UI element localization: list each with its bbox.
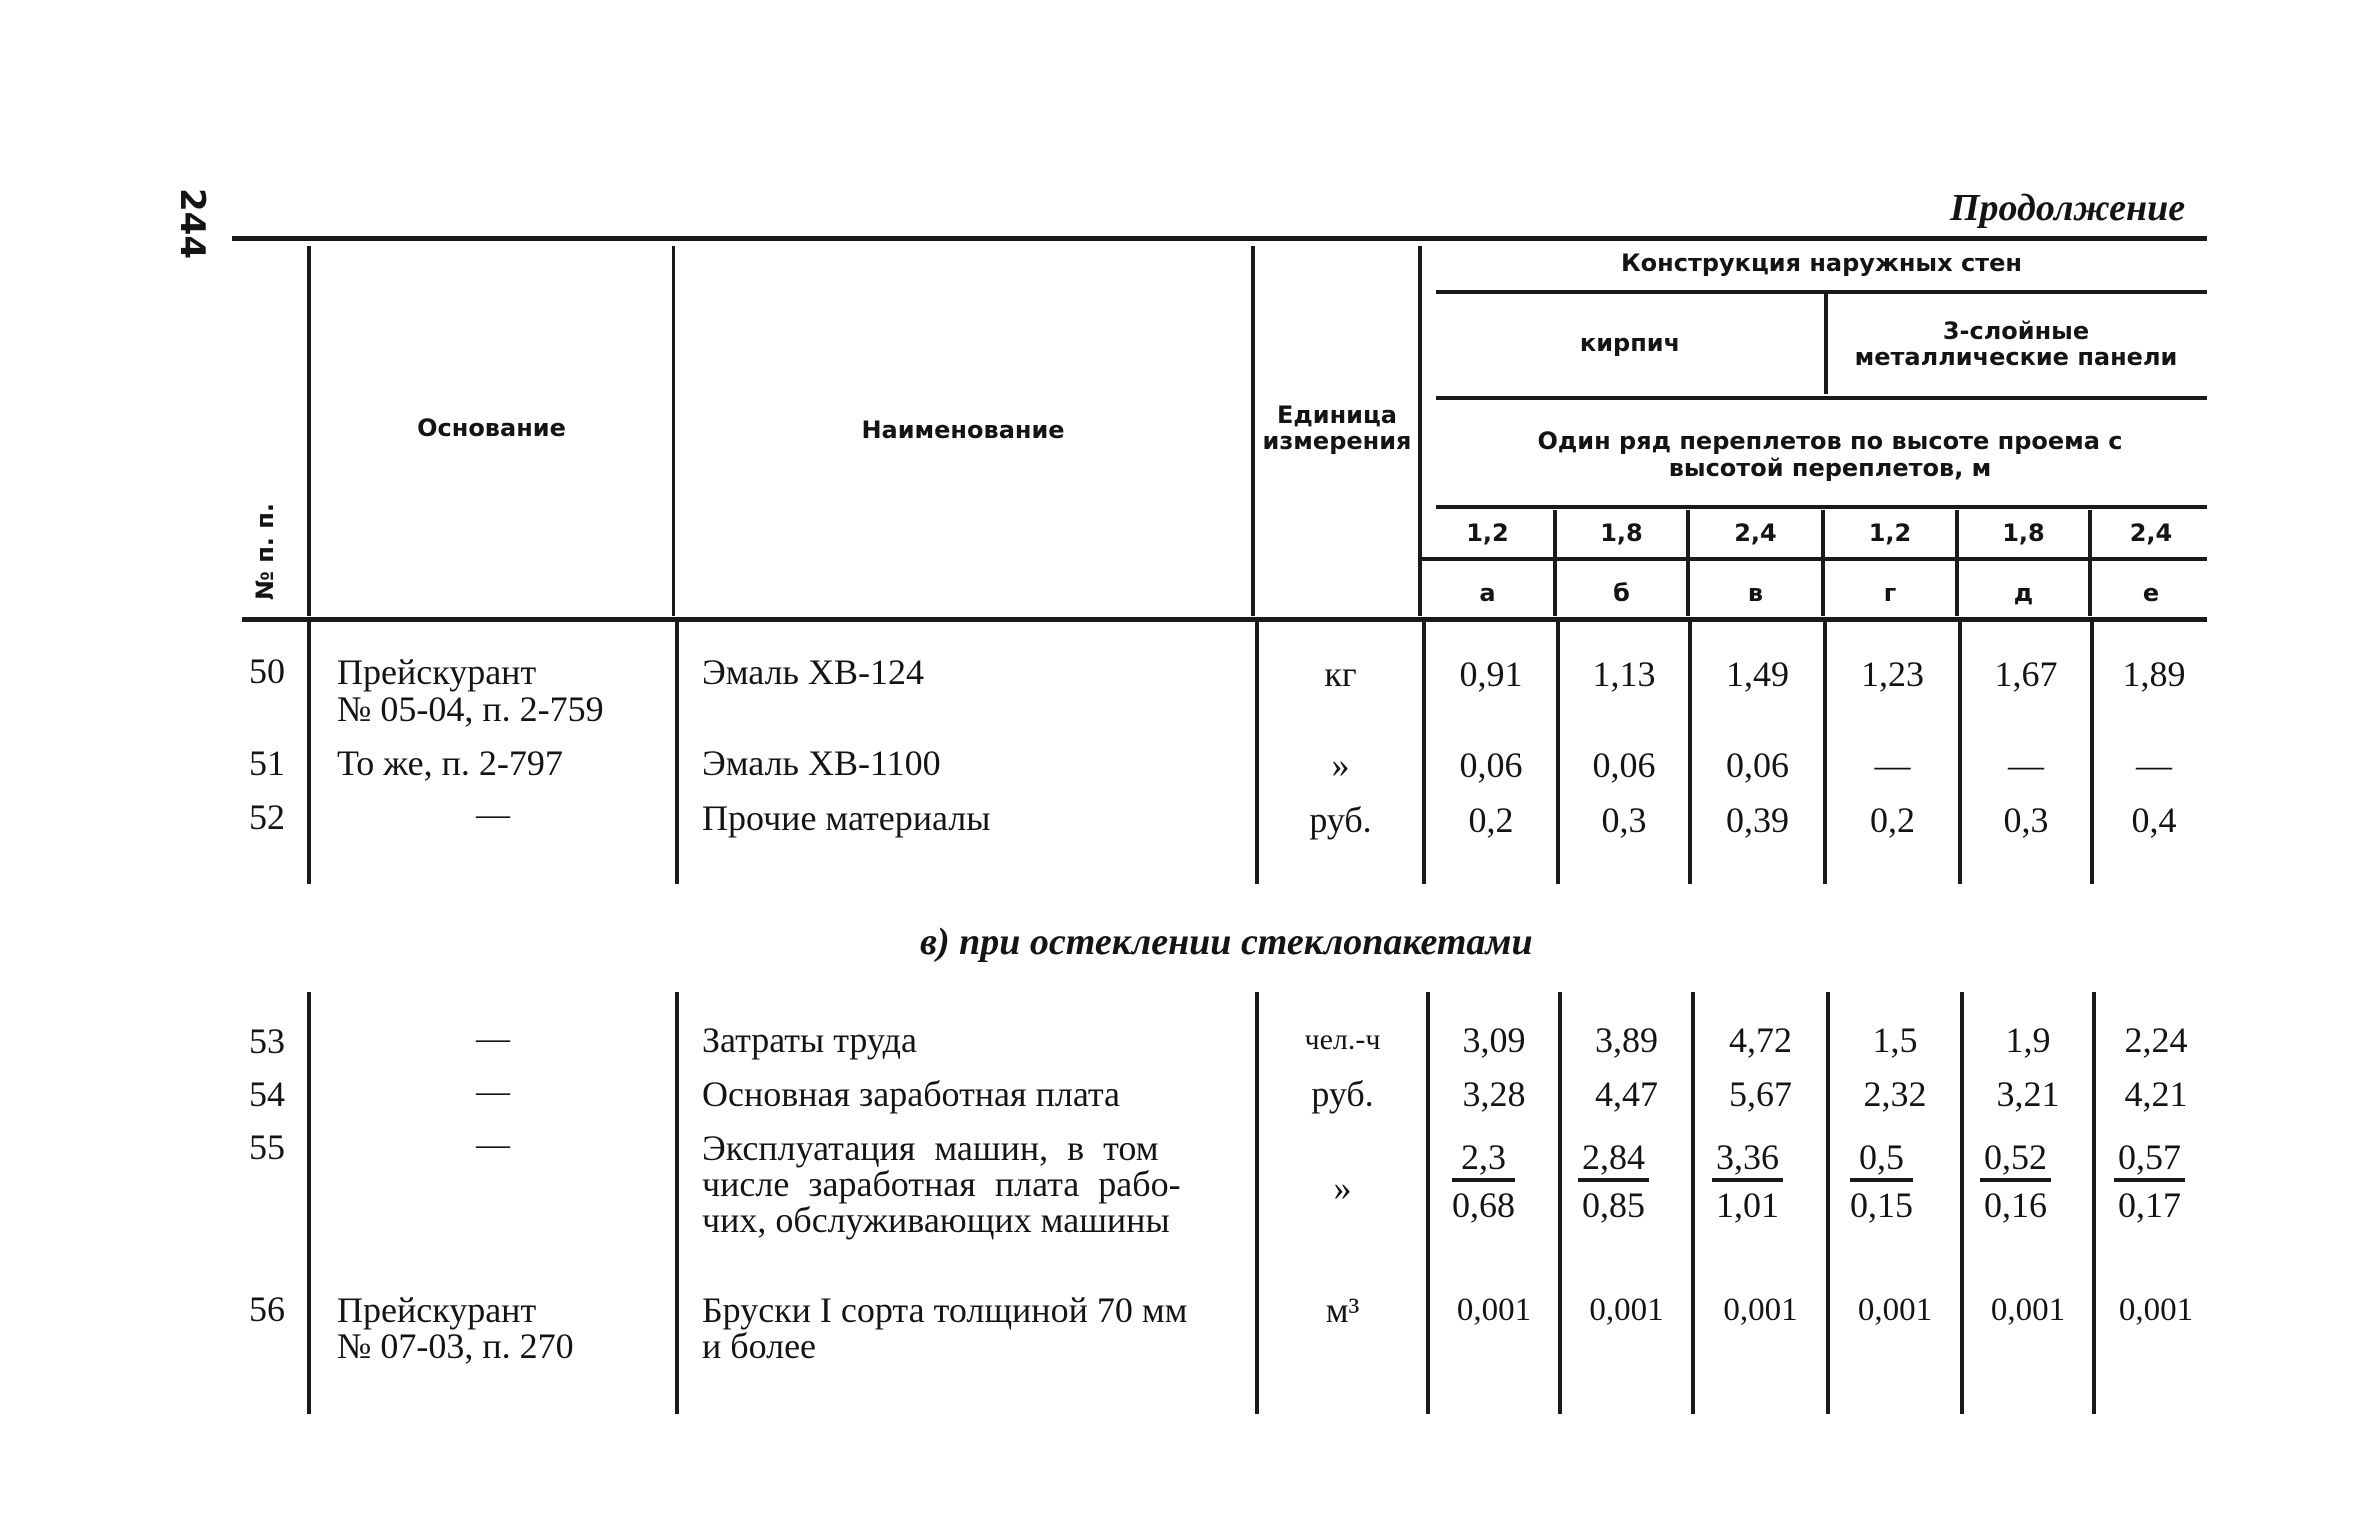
row-53-val-f: 2,24 <box>2124 1020 2188 1060</box>
letter-f: е <box>2142 579 2160 607</box>
row-55-basis: — <box>476 1126 510 1163</box>
row-55-frac-d <box>1850 1136 1913 1228</box>
row-55-frac-d-top: 0,5 <box>1850 1136 1913 1182</box>
letter-c: в <box>1747 579 1764 607</box>
top-rule <box>232 236 2207 241</box>
letter-d: г <box>1883 579 1897 607</box>
header-metal-panels: 3-слойные металлические панели <box>1854 317 2178 371</box>
row-55-name-line2: числе заработная плата рабо- <box>702 1164 1181 1204</box>
row-55-name-line1: Эксплуатация машин, в том <box>702 1128 1159 1168</box>
row-54-no: 54 <box>249 1074 285 1114</box>
row-50-basis-line2: № 05-04, п. 2-759 <box>337 689 604 729</box>
row-54-val-f: 4,21 <box>2124 1074 2188 1114</box>
header-brick: кирпич <box>1579 329 1681 357</box>
row-55-frac-a <box>1452 1136 1515 1228</box>
height-f: 2,4 <box>2129 519 2173 547</box>
row-51-name: Эмаль ХВ-1100 <box>702 743 941 783</box>
header-name: Наименование <box>861 416 1065 444</box>
row-52-val-f: 0,4 <box>2131 800 2177 840</box>
row-53-val-b: 3,89 <box>1595 1020 1658 1060</box>
row-55-frac-e <box>1980 1136 2051 1228</box>
header-sash-row: Один ряд переплетов по высоте проема с высотой переплетов, м <box>1537 427 2123 482</box>
row-55-frac-d-bottom: 0,15 <box>1850 1185 1913 1225</box>
body2-vline-2 <box>675 992 679 1414</box>
row-53-val-a: 3,09 <box>1462 1020 1526 1060</box>
row-52-basis: — <box>476 796 510 833</box>
header-basis: Основание <box>417 414 566 442</box>
header-unit: Единица измерения <box>1262 401 1412 455</box>
height-b: 1,8 <box>1600 519 1643 547</box>
row-53-val-c: 4,72 <box>1729 1020 1792 1060</box>
row-55-frac-c-bottom: 1,01 <box>1716 1185 1779 1225</box>
body1-vline-1 <box>307 622 311 884</box>
header-rule-material <box>1436 396 2207 400</box>
row-52-no: 52 <box>249 797 285 837</box>
row-50-no: 50 <box>249 651 285 691</box>
row-55-frac-f-bottom: 0,17 <box>2118 1185 2181 1225</box>
row-53-val-d: 1,5 <box>1872 1020 1918 1060</box>
row-51-no: 51 <box>249 743 285 783</box>
row-55-frac-f <box>2114 1136 2185 1228</box>
row-51-val-b: 0,06 <box>1592 745 1656 785</box>
row-54-val-a: 3,28 <box>1462 1074 1526 1114</box>
row-55-frac-b-bottom: 0,85 <box>1582 1185 1645 1225</box>
row-55-unit: » <box>1333 1168 1352 1208</box>
row-55-frac-a-bottom: 0,68 <box>1452 1185 1515 1225</box>
row-50-val-d: 1,23 <box>1861 654 1924 694</box>
header-wall-construction: Конструкция наружных стен <box>1621 249 2022 277</box>
row-56-val-e: 0,001 <box>1990 1292 2066 1328</box>
row-55-frac-e-top: 0,52 <box>1980 1136 2051 1182</box>
row-50-name: Эмаль ХВ-124 <box>702 652 924 692</box>
height-e: 1,8 <box>2002 519 2045 547</box>
row-55-frac-f-top: 0,57 <box>2114 1136 2185 1182</box>
header-rule-construction <box>1436 290 2207 294</box>
header-rule-sash <box>1436 505 2207 509</box>
row-55-name-line3: чих, обслуживающих машины <box>702 1200 1170 1240</box>
row-52-val-a: 0,2 <box>1468 800 1514 840</box>
row-53-unit: чел.-ч <box>1304 1023 1381 1056</box>
row-50-val-b: 1,13 <box>1592 654 1656 694</box>
row-53-name: Затраты труда <box>702 1020 917 1060</box>
header-vline-4 <box>1418 246 1422 616</box>
row-51-val-a: 0,06 <box>1459 745 1523 785</box>
section-title: в) при остеклении стеклопакетами <box>920 921 1533 963</box>
continuation-label: Продолжение <box>1950 187 2186 229</box>
row-50-val-e: 1,67 <box>1994 654 2058 694</box>
row-55-frac-b-top: 2,84 <box>1578 1136 1649 1182</box>
row-56-basis-line2: № 07-03, п. 270 <box>337 1326 574 1366</box>
height-d: 1,2 <box>1868 519 1912 547</box>
row-56-val-b: 0,001 <box>1589 1292 1664 1328</box>
row-55-frac-b <box>1578 1136 1649 1228</box>
row-56-name-line1: Бруски I сорта толщиной 70 мм <box>702 1290 1188 1330</box>
row-55-no: 55 <box>249 1127 285 1167</box>
row-52-val-b: 0,3 <box>1601 800 1647 840</box>
letter-a: а <box>1479 579 1496 607</box>
row-52-val-e: 0,3 <box>2003 800 2049 840</box>
row-52-name: Прочие материалы <box>702 798 991 838</box>
row-56-name-line2: и более <box>702 1326 817 1366</box>
height-c: 2,4 <box>1734 519 1777 547</box>
row-51-val-f: — <box>2136 745 2172 785</box>
row-54-val-e: 3,21 <box>1996 1074 2060 1114</box>
row-54-val-d: 2,32 <box>1863 1074 1927 1114</box>
header-bottom-rule <box>242 617 2207 622</box>
header-vline-3 <box>1251 246 1255 616</box>
letter-e: д <box>2013 579 2034 607</box>
row-53-basis: — <box>476 1020 510 1057</box>
row-56-unit: м³ <box>1325 1290 1360 1330</box>
row-51-basis: То же, п. 2-797 <box>337 743 563 783</box>
row-54-val-b: 4,47 <box>1595 1074 1658 1114</box>
row-50-val-a: 0,91 <box>1459 654 1523 694</box>
row-51-unit: » <box>1331 745 1350 785</box>
row-51-val-d: — <box>1874 745 1911 785</box>
row-55-frac-e-bottom: 0,16 <box>1984 1185 2047 1225</box>
row-53-val-e: 1,9 <box>2005 1020 2051 1060</box>
row-52-val-c: 0,39 <box>1726 800 1789 840</box>
row-56-val-f: 0,001 <box>2118 1292 2194 1328</box>
row-56-val-a: 0,001 <box>1456 1292 1532 1328</box>
row-54-name: Основная заработная плата <box>702 1074 1121 1114</box>
body1-vline-2 <box>675 622 679 884</box>
row-50-val-f: 1,89 <box>2122 654 2186 694</box>
header-vline-brick-metal <box>1824 294 1828 394</box>
row-50-val-c: 1,49 <box>1726 654 1789 694</box>
row-50-unit: кг <box>1324 654 1357 694</box>
row-54-unit: руб. <box>1311 1074 1374 1114</box>
page-number: 244 <box>172 188 212 259</box>
row-51-val-c: 0,06 <box>1726 745 1789 785</box>
row-56-val-c: 0,001 <box>1723 1292 1798 1328</box>
row-51-val-e: — <box>2008 745 2044 785</box>
row-56-basis-line1: Прейскурант <box>337 1290 537 1330</box>
row-54-basis: — <box>476 1073 510 1110</box>
height-a: 1,2 <box>1466 519 1509 547</box>
header-row-no: № п. п. <box>251 503 279 600</box>
row-54-val-c: 5,67 <box>1729 1074 1792 1114</box>
row-52-unit: руб. <box>1309 800 1372 840</box>
row-55-frac-a-top: 2,3 <box>1452 1136 1515 1182</box>
row-56-no: 56 <box>249 1289 285 1329</box>
row-56-val-d: 0,001 <box>1857 1292 1933 1328</box>
row-50-basis-line1: Прейскурант <box>337 652 537 692</box>
row-55-frac-c-top: 3,36 <box>1712 1136 1783 1182</box>
row-52-val-d: 0,2 <box>1870 800 1915 840</box>
letter-b: б <box>1613 579 1630 607</box>
row-53-no: 53 <box>249 1021 285 1061</box>
row-55-frac-c <box>1712 1136 1783 1228</box>
